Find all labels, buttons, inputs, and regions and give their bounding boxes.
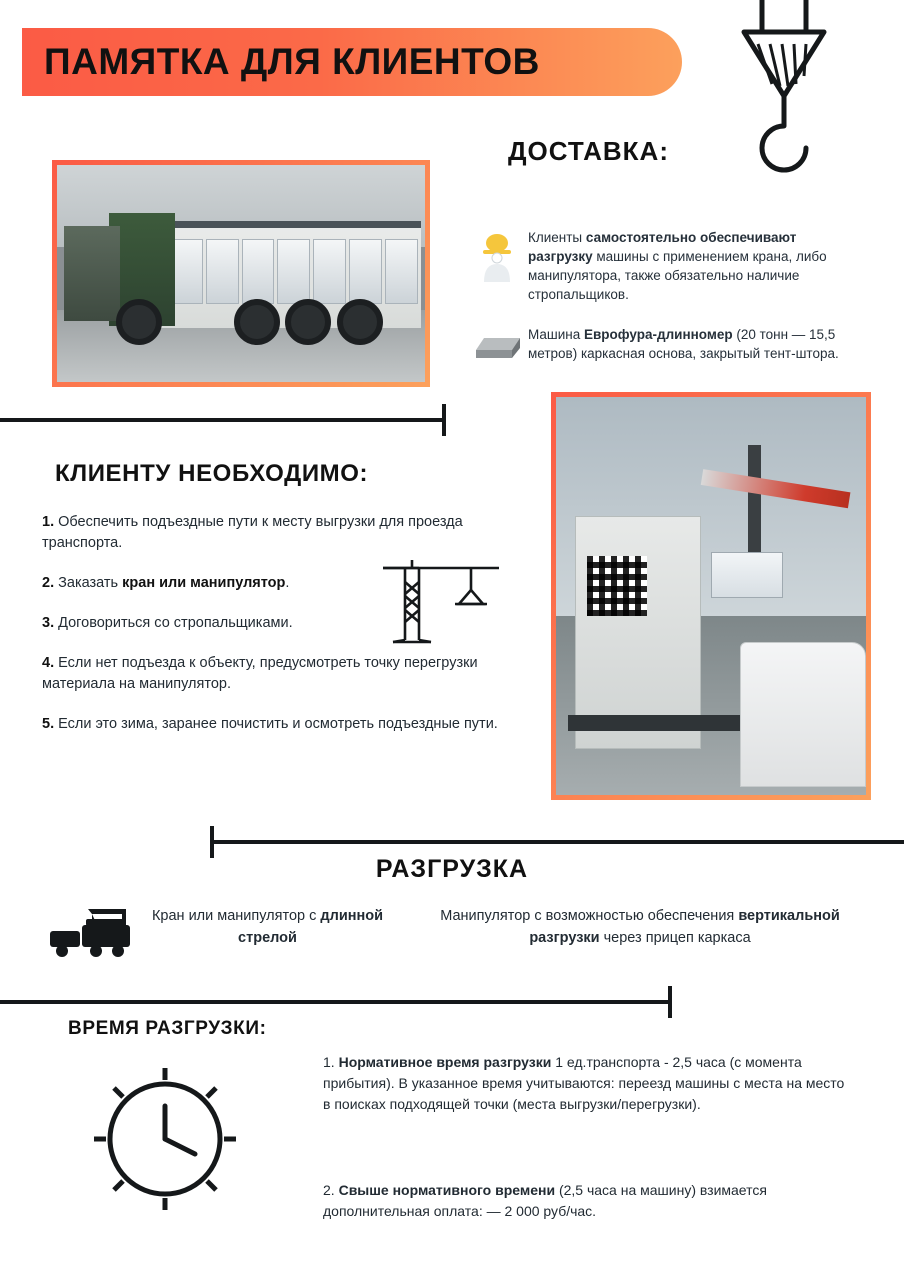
list-item-bold: кран или манипулятор — [122, 575, 286, 591]
unloading-time-item-1 — [323, 1052, 853, 1115]
tower-crane-icon — [375, 560, 510, 645]
unloading-left-pre: Кран или манипулятор с — [151, 908, 321, 924]
unloading-heading: РАЗГРУЗКА — [375, 855, 529, 883]
worker-helmet-icon — [478, 232, 516, 286]
list-item-text: Заказать — [54, 575, 123, 591]
list-item-text-post: . — [285, 575, 290, 591]
time-item2-text: (2,5 часа на машину) взимается дополнительная оплата: — 2 000 руб/час. — [323, 1182, 767, 1219]
list-item-text: Договориться со стропальщиками. — [54, 615, 293, 631]
clock-icon — [88, 1062, 243, 1217]
list-item-text: Если нет подъезда к объекту, предусмотреть точку перегрузки материала на манипулятор. — [42, 655, 478, 692]
unloading-time-heading: ВРЕМЯ РАЗГРУЗКИ: — [68, 1018, 267, 1039]
truck-photo — [52, 160, 430, 387]
unloading-time-item-2 — [323, 1180, 853, 1222]
page-title: ПАМЯТКА ДЛЯ КЛИЕНТОВ — [44, 41, 540, 82]
time-item2-num: 2. — [323, 1182, 339, 1198]
unloading-option-left — [150, 905, 385, 949]
list-item — [42, 653, 522, 695]
list-item-number: 2. — [42, 575, 55, 591]
unloading-right-bold: вертикальной разгрузки — [529, 908, 840, 946]
list-item — [42, 714, 522, 735]
list-item-number: 1. — [42, 514, 55, 530]
delivery-p1-bold: самостоятельно обеспечивают разгрузку — [528, 230, 797, 264]
list-item-number: 4. — [42, 655, 55, 671]
delivery-p2-bold: Еврофура-длинномер — [584, 327, 733, 342]
unloading-left-bold: длинной стрелой — [238, 908, 384, 946]
unloading-right-pre: Манипулятор с возможностью обеспечения — [440, 908, 739, 924]
unloading-right-post: через прицеп каркаса — [599, 930, 751, 946]
delivery-p1-pre: Клиенты — [528, 230, 586, 245]
time-item1-bold: Нормативное время разгрузки — [338, 1054, 552, 1070]
divider-line-1 — [0, 418, 446, 422]
time-item1-num: 1. — [323, 1054, 339, 1070]
list-item-number: 3. — [42, 615, 55, 631]
manipulator-truck-icon — [48, 905, 134, 957]
unloading-option-right — [420, 905, 860, 949]
divider-line-2 — [212, 840, 904, 844]
steel-beam-icon — [474, 330, 522, 364]
delivery-paragraph-2 — [528, 325, 858, 363]
delivery-p1-post: машины с применением крана, либо манипулятора, также обязательно наличие стропальщиков. — [528, 249, 827, 302]
list-item-text: Обеспечить подъездные пути к месту выгрузки для проезда транспорта. — [42, 514, 463, 551]
crane-hook-icon — [724, 0, 844, 210]
list-item-number: 5. — [42, 716, 55, 732]
divider-cap-2 — [210, 826, 214, 858]
delivery-p2-post: (20 тонн — 15,5 метров) каркасная основа, закрытый тент-штора. — [528, 327, 839, 361]
divider-line-3 — [0, 1000, 672, 1004]
divider-cap-1 — [442, 404, 446, 436]
list-item-text: Если это зима, заранее почистить и осмотреть подъездные пути. — [54, 716, 498, 732]
delivery-p2-pre: Машина — [528, 327, 584, 342]
divider-cap-3 — [668, 986, 672, 1018]
list-item — [42, 512, 522, 554]
time-item1-text: 1 ед.транспорта - 2,5 часа (с момента прибытия). В указанное время учитываются: переезд машины с места на место в поисках подходящей точки (места выгрузки/перегрузки). — [323, 1054, 845, 1112]
delivery-paragraph-1 — [528, 228, 848, 304]
manipulator-photo — [551, 392, 871, 800]
client-needs-heading: КЛИЕНТУ НЕОБХОДИМО: — [55, 460, 369, 487]
delivery-heading: ДОСТАВКА: — [508, 136, 669, 166]
time-item2-bold: Свыше нормативного времени — [338, 1182, 556, 1198]
